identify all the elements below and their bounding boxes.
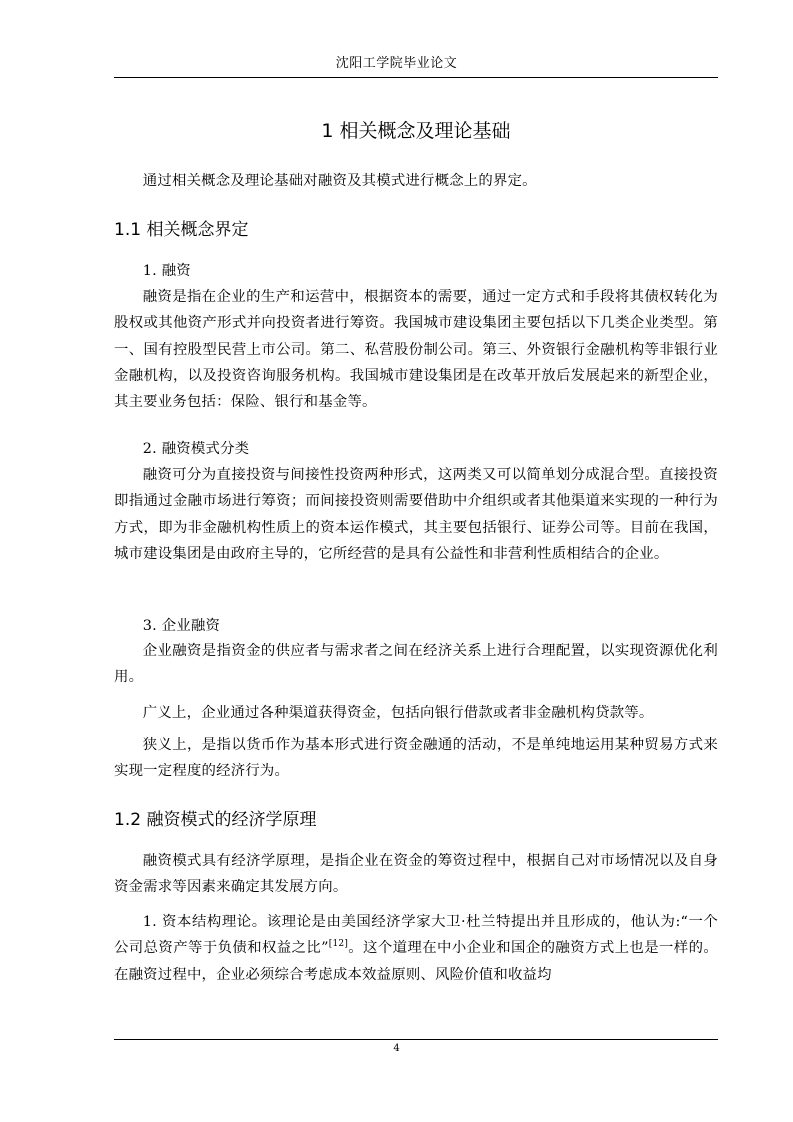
intro-paragraph: 通过相关概念及理论基础对融资及其模式进行概念上的界定。 bbox=[142, 173, 537, 189]
paragraph-capital-structure bbox=[114, 909, 718, 988]
item-heading-financing-mode: 2. 融资模式分类 bbox=[142, 441, 250, 457]
footer-rule bbox=[114, 1039, 718, 1040]
section-title-1-1: 1.1 相关概念界定 bbox=[114, 220, 249, 240]
header-rule bbox=[114, 77, 718, 78]
item-heading-enterprise-financing: 3. 企业融资 bbox=[142, 618, 221, 634]
paragraph-enterprise-financing: 企业融资是指资金的供应者与需求者之间在经济关系上进行合理配置，以实现资源优化利用。 bbox=[114, 643, 718, 686]
capital-structure-text-1: 1. 资本结构理论。该理论是由美国经济学家大卫·杜兰特提出并且形成的，他认为:“一个公司总资产等于负债和权益之比” bbox=[114, 914, 718, 957]
paragraph-economic-principle: 融资模式具有经济学原理，是指企业在资金的筹资过程中，根据自己对市场情况以及自身资金需求等因素来确定其发展方向。 bbox=[114, 853, 718, 896]
paragraph-financing: 融资是指在企业的生产和运营中，根据资本的需要，通过一定方式和手段将其债权转化为股权或其他资产形式并向投资者进行筹资。我国城市建设集团主要包括以下几类企业类型。第一、国有控股型民营上市公司。第二、私营股份制公司。第三、外资银行金融机构等非银行业金融机构，以及投资咨询服务机构。我国城市建设集团是在改革开放后发展起来的新型企业，其主要业务包括：保险、银行和基金等。 bbox=[114, 289, 718, 411]
paragraph-narrow-sense: 狭义上，是指以货币作为基本形式进行资金融通的活动，不是单纯地运用某种贸易方式来实现一定程度的经济行为。 bbox=[114, 737, 718, 780]
page-number: 4 bbox=[393, 1043, 400, 1054]
citation-ref: [12] bbox=[328, 939, 349, 950]
paragraph-broad-sense: 广义上，企业通过各种渠道获得资金，包括向银行借款或者非金融机构贷款等。 bbox=[142, 705, 654, 721]
section-title-1-2: 1.2 融资模式的经济学原理 bbox=[114, 810, 317, 830]
item-heading-financing: 1. 融资 bbox=[142, 263, 191, 279]
header-title: 沈阳工学院毕业论文 bbox=[335, 56, 458, 71]
capital-structure-text-2: 。这个道理在中小企业和国企的融资方式上也是一样的。在融资过程中，企业必须综合考虑成本效益原则、风险价值和收益均 bbox=[114, 940, 718, 983]
paragraph-financing-mode: 融资可分为直接投资与间接性投资两种形式，这两类又可以简单划分成混合型。直接投资即指通过金融市场进行筹资；而间接投资则需要借助中介组织或者其他渠道来实现的一种行为方式，即为非金融机构性质上的资本运作模式，其主要包括银行、证券公司等。目前在我国，城市建设集团是由政府主导的，它所经营的是具有公益性和非营利性质相结合的企业。 bbox=[114, 467, 718, 562]
chapter-title: 1 相关概念及理论基础 bbox=[321, 120, 511, 142]
